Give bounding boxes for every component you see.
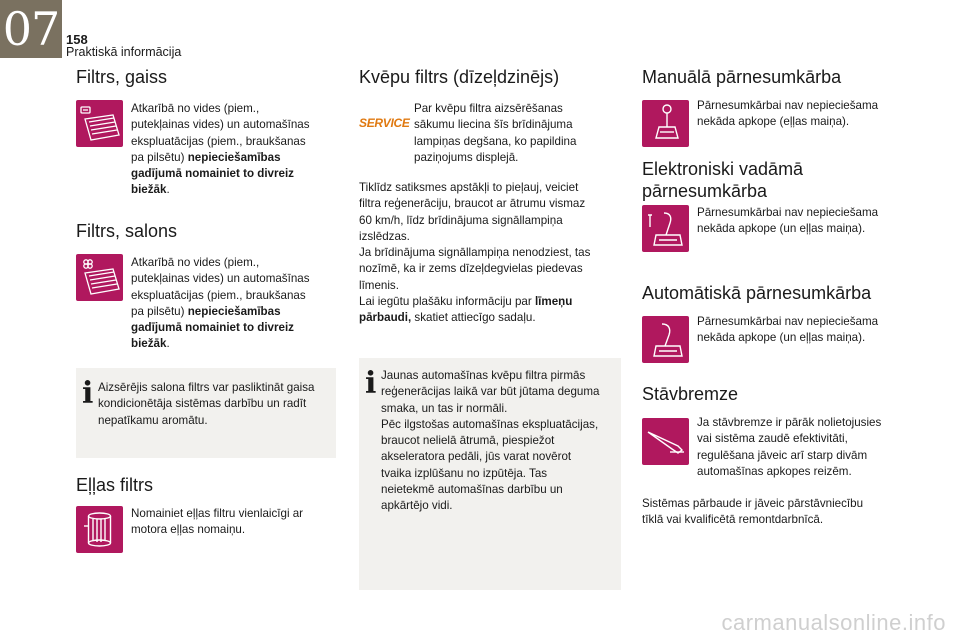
- cabin-filter-heading: Filtrs, salons: [76, 221, 178, 241]
- automatic-gearbox-text: Pārnesumkārbai nav nepieciešama nekāda apkope (un eļļas maiņa).: [697, 315, 879, 345]
- dpf-heading: Kvēpu filtrs (dīzeļdzinējs): [359, 67, 560, 87]
- electronic-gearbox-heading: Elektroniski vadāmā pārnesumkārba: [642, 159, 804, 201]
- electronic-gear-lever-icon: [642, 205, 689, 252]
- dpf-regeneration-text: Tiklīdz satiksmes apstākļi to pieļauj, veiciet filtra reģenerāciju, braucot ar ātrumu vismaz 60 km/h, līdz brīdinājuma signāllampiņa izslēdzas. Ja brīdinājuma signāllampiņa nenodziest, tas nozīmē, ka ir zems dīzeļdegvielas piedevas līmenis. Lai iegūtu plašāku informāciju par līmeņu pārbaudi, skatiet attiecīgo sadaļu.: [359, 181, 591, 325]
- cabin-filter-info-text: Aizsērējis salona filtrs var pasliktināt gaisa kondicionētāja sistēmas darbību un radīt nepatīkamu aromātu.: [98, 381, 315, 427]
- chapter-tab: 07: [0, 0, 62, 58]
- cabin-filter-icon: [76, 254, 123, 301]
- page-number: 158: [66, 32, 88, 47]
- electronic-gearbox-text: Pārnesumkārbai nav nepieciešama nekāda apkope (un eļļas maiņa).: [697, 206, 879, 236]
- oil-filter-icon: [76, 506, 123, 553]
- manual-gearbox-heading: Manuālā pārnesumkārba: [642, 67, 842, 87]
- cabin-filter-info-box: [76, 368, 336, 458]
- oil-filter-heading: Eļļas filtrs: [76, 475, 154, 495]
- manual-gear-lever-icon: [642, 100, 689, 147]
- air-filter-heading: Filtrs, gaiss: [76, 67, 168, 87]
- parking-brake-heading: Stāvbremze: [642, 384, 739, 404]
- service-warning-icon: SERVICE: [359, 116, 410, 130]
- dpf-info-box: [359, 358, 621, 590]
- watermark: carmanualsonline.info: [721, 610, 946, 635]
- info-icon: i: [365, 366, 377, 401]
- dpf-info-text: Jaunas automašīnas kvēpu filtra pirmās reģenerācijas laikā var būt jūtama deguma smaka, un tas ir normāli. Pēc ilgstošas automašīnas ekspluatācijas, braucot nelielā ātrumā, piespiežot akseleratora pedāli, jūs varat novērot tvaika izplūšanu no izpūtēja. Tas neietekmē automašīnas darbību un apkārtējo vidi.: [381, 369, 600, 513]
- parking-brake-check-text: Sistēmas pārbaude ir jāveic pārstāvniecību tīklā vai kvalificētā remontdarbnīcā.: [642, 497, 864, 527]
- parking-brake-lever-icon: [642, 418, 689, 465]
- section-title: Praktiskā informācija: [66, 45, 182, 59]
- parking-brake-text: Ja stāvbremze ir pārāk nolietojusies vai sistēma zaudē efektivitāti, regulēšana jāveic arī starp divām automašīnas apkopes reizēm.: [697, 416, 882, 478]
- air-filter-text: Atkarībā no vides (piem., putekļainas vides) un automašīnas ekspluatācijas (piem., braukšanas pa pilsētu) nepieciešamības gadījumā nomainiet to divreiz biežāk.: [131, 102, 310, 197]
- automatic-gear-lever-icon: [642, 316, 689, 363]
- oil-filter-text: Nomainiet eļļas filtru vienlaicīgi ar motora eļļas nomaiņu.: [131, 507, 304, 537]
- manual-gearbox-text: Pārnesumkārbai nav nepieciešama nekāda apkope (eļļas maiņa).: [697, 99, 879, 129]
- cabin-filter-text: Atkarībā no vides (piem., putekļainas vides) un automašīnas ekspluatācijas (piem., braukšanas pa pilsētu) nepieciešamības gadījumā nomainiet to divreiz biežāk.: [131, 256, 310, 351]
- automatic-gearbox-heading: Automātiskā pārnesumkārba: [642, 283, 872, 303]
- info-icon: i: [82, 376, 94, 411]
- dpf-warning-text: Par kvēpu filtra aizsērēšanas sākumu liecina šīs brīdinājuma lampiņas degšana, ko papildina paziņojums displejā.: [414, 102, 577, 164]
- air-filter-icon: [76, 100, 123, 147]
